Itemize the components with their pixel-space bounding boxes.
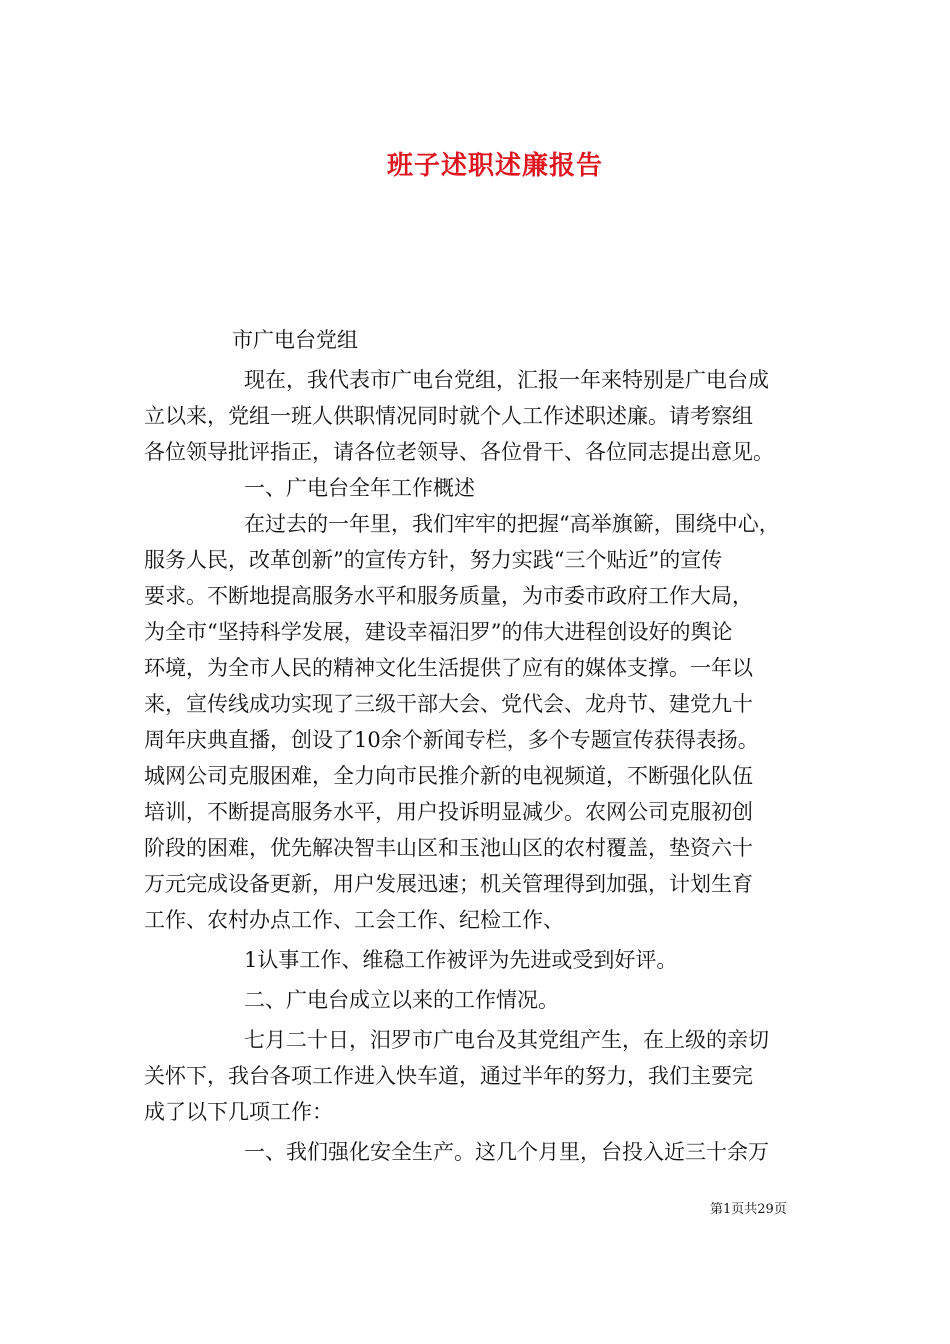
section-heading: 二、广电台成立以来的工作情况。 [244,988,559,1012]
paragraph-line: 一、我们强化安全生产。这几个月里，台投入近三十余万 [244,1140,769,1164]
paragraph-line: 工作、农村办点工作、工会工作、纪检工作、 [144,908,564,932]
paragraph-line: 关怀下，我台各项工作进入快车道，通过半年的努力，我们主要完 [144,1064,753,1088]
page-number: 第1页共29页 [710,1202,787,1217]
paragraph-line: 成了以下几项工作： [144,1100,333,1124]
paragraph-line: 要求。不断地提高服务水平和服务质量，为市委市政府工作大局， [144,584,753,608]
paragraph-line: 立以来，党组一班人供职情况同时就个人工作述职述廉。请考察组 [144,404,753,428]
paragraph-line: 为全市“坚持科学发展，建设幸福汨罗”的伟大进程创设好的舆论 [144,620,733,644]
paragraph-line: 周年庆典直播，创设了10余个新闻专栏，多个专题宣传获得表扬。 [144,728,759,752]
paragraph-line: 培训，不断提高服务水平，用户投诉明显减少。农网公司克服初创 [144,800,753,824]
paragraph-line: 环境，为全市人民的精神文化生活提供了应有的媒体支撑。一年以 [144,656,753,680]
paragraph-line: 服务人民，改革创新”的宣传方针，努力实践“三个贴近”的宣传 [144,548,723,572]
paragraph-line: 现在，我代表市广电台党组，汇报一年来特别是广电台成 [244,368,769,392]
paragraph-line: 各位领导批评指正，请各位老领导、各位骨干、各位同志提出意见。 [144,440,774,464]
paragraph-line: 在过去的一年里，我们牢牢的把握“高举旗簖，围绕中心， [244,512,780,536]
paragraph-line: 来，宣传线成功实现了三级干部大会、党代会、龙舟节、建党九十 [144,692,753,716]
salutation-line: 市广电台党组 [232,328,358,352]
paragraph-line: 七月二十日，汨罗市广电台及其党组产生，在上级的亲切 [244,1028,769,1052]
section-heading: 一、广电台全年工作概述 [244,476,475,500]
paragraph-line: 阶段的困难，优先解决智丰山区和玉池山区的农村覆盖，垫资六十 [144,836,753,860]
paragraph-line: 万元完成设备更新，用户发展迅速；机关管理得到加强，计划生育 [144,872,753,896]
paragraph-line: 城网公司克服困难，全力向市民推介新的电视频道，不断强化队伍 [144,764,753,788]
document-title: 班子述职述廉报告 [386,151,603,182]
paragraph-line: 1认事工作、维稳工作被评为先进或受到好评。 [244,948,678,972]
